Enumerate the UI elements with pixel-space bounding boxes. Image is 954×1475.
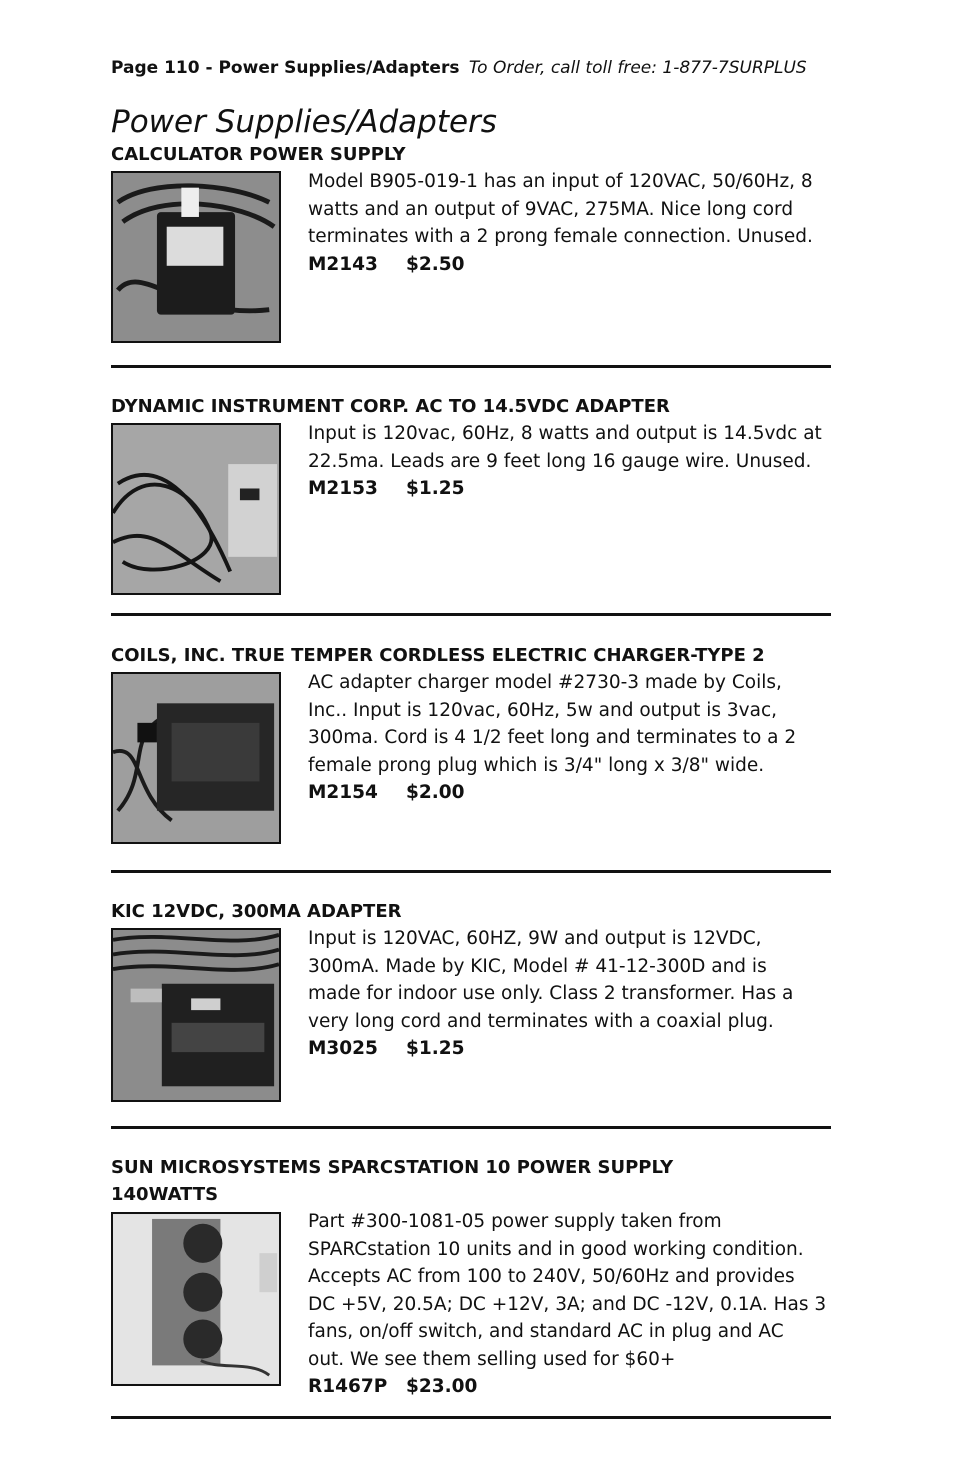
product-title-continued: 140WATTS: [111, 1184, 219, 1205]
divider: [111, 613, 831, 616]
product-title: CALCULATOR POWER SUPPLY: [111, 144, 406, 165]
price-line: [308, 779, 843, 807]
product-title: SUN MICROSYSTEMS SPARCSTATION 10 POWER SUPPLY: [111, 1157, 674, 1178]
product-item: [111, 1154, 831, 1397]
description-line: Part #300-1081-05 power supply taken from: [308, 1211, 722, 1232]
description-line: Inc.. Input is 120vac, 60Hz, 5w and output is 3vac,: [308, 699, 778, 721]
product-title: COILS, INC. TRUE TEMPER CORDLESS ELECTRIC CHARGER-TYPE 2: [111, 645, 765, 666]
description-line: watts and an output of 9VAC, 275MA. Nice long cord: [308, 198, 794, 220]
product-description: [308, 669, 843, 807]
description-line: 22.5ma. Leads are 9 feet long 16 gauge wire. Unused.: [308, 450, 812, 472]
order-phone-text: To Order, call toll free: 1-877-7SURPLUS: [468, 58, 807, 78]
product-item: [111, 642, 831, 803]
product-photo: [111, 423, 281, 595]
product-price: $2.50: [406, 253, 465, 275]
product-price: $23.00: [406, 1376, 478, 1397]
product-description: [308, 1208, 843, 1401]
product-code: M2153: [308, 478, 378, 499]
product-photo: [111, 1212, 281, 1386]
price-line: [308, 251, 843, 279]
description-line: DC +5V, 20.5A; DC +12V, 3A; and DC -12V, 0.1A. Has 3: [308, 1293, 827, 1315]
description-line: AC adapter charger model #2730-3 made by Coils,: [308, 672, 782, 693]
page-label: Page 110 - Power Supplies/Adapters: [111, 58, 460, 78]
description-line: out. We see them selling used for $60+: [308, 1348, 676, 1370]
product-price: $1.25: [406, 1038, 465, 1059]
product-code: M2143: [308, 253, 378, 275]
product-title: KIC 12VDC, 300MA ADAPTER: [111, 901, 402, 922]
divider: [111, 870, 831, 873]
product-title: DYNAMIC INSTRUMENT CORP. AC TO 14.5VDC ADAPTER: [111, 396, 670, 417]
page-header: [111, 58, 807, 78]
product-item: [111, 393, 831, 499]
product-item: [111, 898, 831, 1059]
product-price: $1.25: [406, 478, 465, 499]
product-code: M3025: [308, 1038, 378, 1059]
product-description: [308, 168, 843, 278]
description-line: terminates with a 2 prong female connection. Unused.: [308, 226, 813, 247]
price-line: [308, 1373, 843, 1401]
price-line: [308, 475, 843, 503]
description-line: made for indoor use only. Class 2 transformer. Has a: [308, 983, 794, 1004]
description-line: Input is 120vac, 60Hz, 8 watts and output is 14.5vdc at: [308, 423, 822, 444]
divider: [111, 1126, 831, 1129]
product-price: $2.00: [406, 782, 465, 803]
description-line: Model B905-019-1 has an input of 120VAC, 50/60Hz, 8: [308, 171, 813, 192]
product-description: [308, 420, 843, 503]
section-title: Power Supplies/Adapters: [111, 104, 497, 140]
description-line: very long cord and terminates with a coaxial plug.: [308, 1010, 774, 1032]
description-line: SPARCstation 10 units and in good working condition.: [308, 1238, 804, 1260]
divider: [111, 365, 831, 368]
description-line: 300mA. Made by KIC, Model # 41-12-300D and is: [308, 955, 767, 977]
divider: [111, 1416, 831, 1419]
product-description: [308, 925, 843, 1063]
product-code: M2154: [308, 782, 378, 803]
description-line: Input is 120VAC, 60HZ, 9W and output is 12VDC,: [308, 928, 762, 949]
price-line: [308, 1035, 843, 1063]
description-line: 300ma. Cord is 4 1/2 feet long and terminates to a 2: [308, 727, 797, 748]
product-code: R1467P: [308, 1376, 388, 1397]
product-item: [111, 141, 831, 275]
description-line: fans, on/off switch, and standard AC in plug and AC: [308, 1321, 784, 1342]
description-line: Accepts AC from 100 to 240V, 50/60Hz and provides: [308, 1266, 795, 1287]
product-photo: [111, 928, 281, 1102]
description-line: female prong plug which is 3/4" long x 3/8" wide.: [308, 754, 765, 776]
product-photo: [111, 171, 281, 343]
product-photo: [111, 672, 281, 844]
